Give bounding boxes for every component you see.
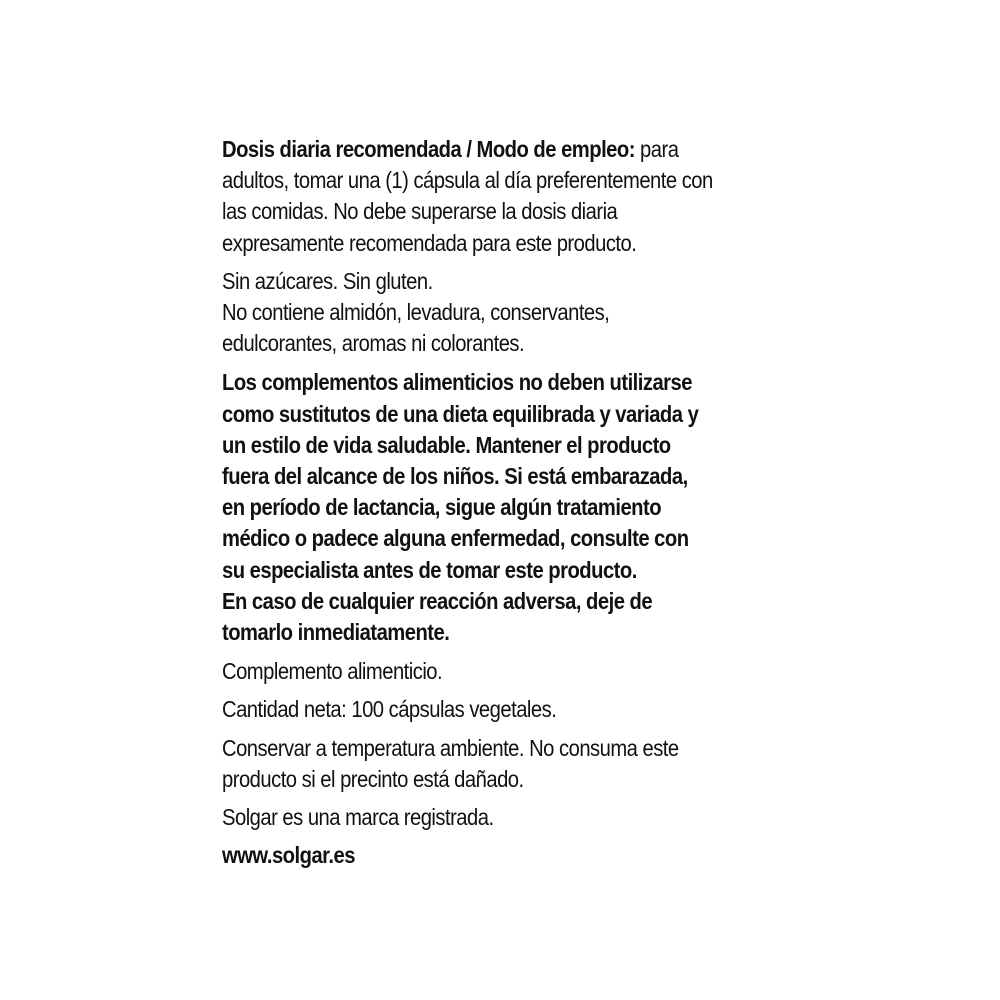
storage-line-1: Conservar a temperatura ambiente. No consuma este <box>222 734 679 761</box>
product-label-text <box>222 134 712 871</box>
dosage-line-4: expresamente recomendada para este producto. <box>222 229 637 256</box>
warning-line-2: como sustitutos de una dieta equilibrada y variada y <box>222 400 699 427</box>
free-from-line-1: Sin azúcares. Sin gluten. <box>222 267 433 294</box>
warning-line-6: médico o padece alguna enfermedad, consulte con <box>222 525 689 552</box>
warning-line-5: en período de lactancia, sigue algún tratamiento <box>222 494 662 521</box>
warning-line-3: un estilo de vida saludable. Mantener el producto <box>222 431 671 458</box>
warning-line-9: tomarlo inmediatamente. <box>222 619 450 646</box>
warning-line-4: fuera del alcance de los niños. Si está embarazada, <box>222 463 688 490</box>
warning-line-7: su especialista antes de tomar este producto. <box>222 556 637 583</box>
free-from-line-3: edulcorantes, aromas ni colorantes. <box>222 330 525 357</box>
storage-line-2: producto si el precinto está dañado. <box>222 765 524 792</box>
net-quantity: Cantidad neta: 100 cápsulas vegetales. <box>222 696 557 723</box>
dosage-line-3: las comidas. No debe superarse la dosis diaria <box>222 198 618 225</box>
trademark-notice: Solgar es una marca registrada. <box>222 804 494 831</box>
free-from-line-2: No contiene almidón, levadura, conservantes, <box>222 299 610 326</box>
warning-line-1: Los complementos alimenticios no deben utilizarse <box>222 369 692 396</box>
dosage-line-1 <box>222 134 712 165</box>
dosage-line-2: adultos, tomar una (1) cápsula al día preferentemente con <box>222 167 713 194</box>
website-url: www.solgar.es <box>222 842 355 869</box>
dosage-heading: Dosis diaria recomendada / Modo de empleo: <box>222 136 635 162</box>
warning-line-8: En caso de cualquier reacción adversa, deje de <box>222 587 653 614</box>
product-type: Complemento alimenticio. <box>222 658 443 685</box>
dosage-line-1-rest: para <box>634 136 679 162</box>
